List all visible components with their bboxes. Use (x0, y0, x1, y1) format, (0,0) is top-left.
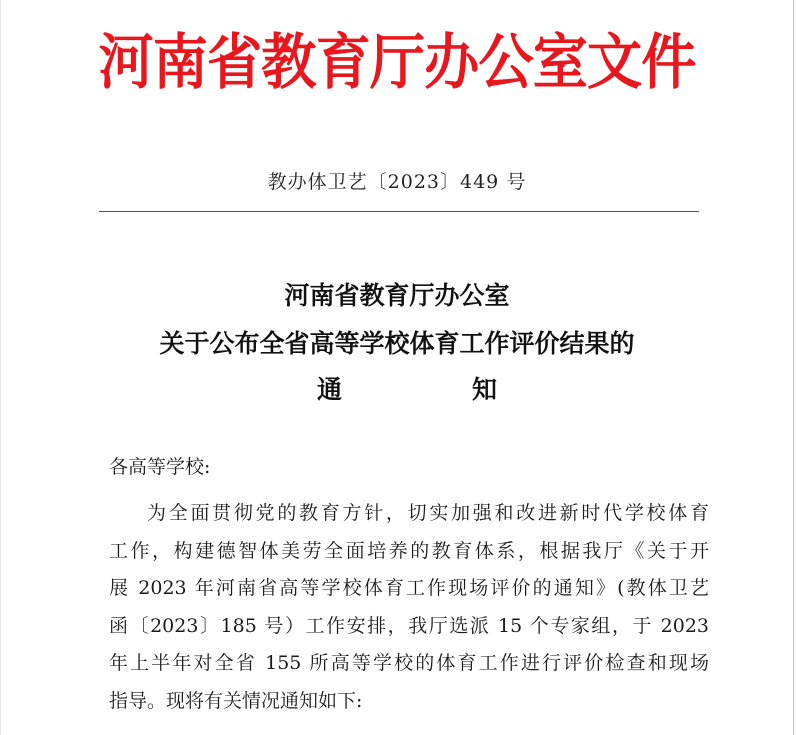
notice-title-char-tong: 通 (317, 375, 343, 404)
body-line: 函〔2023〕185 号）工作安排，我厅选派 15 个专家组，于 2023 (109, 614, 709, 637)
notice-title-line-1: 河南省教育厅办公室 (284, 281, 510, 310)
red-divider-line (99, 211, 699, 212)
body-line: 为全面贯彻党的教育方针，切实加强和改进新时代学校体育 (147, 502, 709, 524)
body-paragraph (109, 495, 709, 720)
notice-title-line-3 (317, 368, 497, 412)
notice-title-line-2: 关于公布全省高等学校体育工作评价结果的 (159, 329, 635, 358)
agency-letterhead-title: 河南省教育厅办公室文件 (98, 28, 696, 98)
body-line: 指导。现将有关情况通知如下: (109, 689, 363, 712)
notice-title-char-zhi: 知 (471, 375, 497, 404)
body-line: 年上半年对全省 155 所高等学校的体育工作进行评价检查和现场 (109, 652, 709, 674)
document-number: 教办体卫艺〔2023〕449 号 (267, 171, 527, 193)
salutation: 各高等学校: (109, 456, 211, 478)
body-line: 工作，构建德智体美劳全面培养的教育体系，根据我厅《关于开 (109, 539, 709, 562)
body-line: 展 2023 年河南省高等学校体育工作现场评价的通知》(教体卫艺 (109, 577, 709, 599)
